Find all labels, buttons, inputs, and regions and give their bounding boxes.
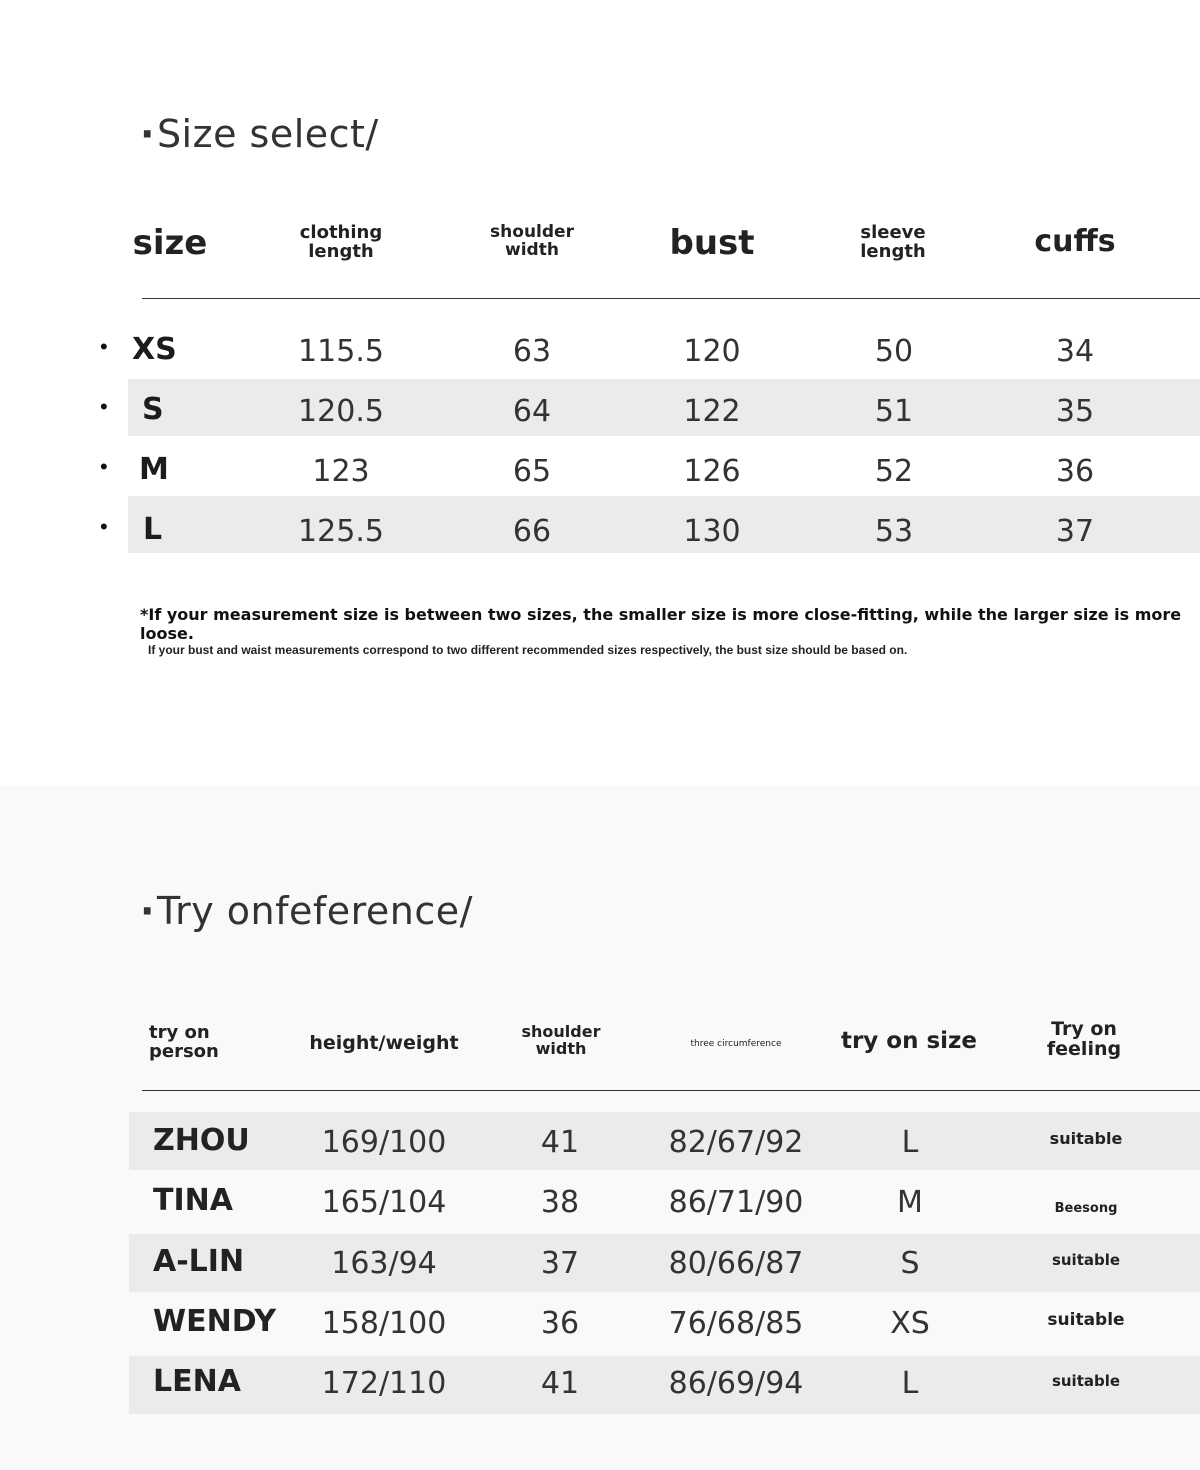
tryon-row-tina [0, 1171, 1200, 1231]
tryon-row-a-lin [0, 1232, 1200, 1292]
header-shoulder-line1: shoulder [521, 1022, 601, 1041]
title-text: Try onfeference/ [156, 889, 473, 933]
tryon-row-lena [0, 1352, 1200, 1412]
size-label: XS [132, 332, 177, 367]
shoulder-width-value: 65 [512, 454, 552, 489]
try-on-size-value: M [897, 1185, 923, 1220]
feeling-value: suitable [1051, 1372, 1121, 1390]
feeling-value: Beesong [1054, 1201, 1118, 1216]
height-weight-value: 169/100 [321, 1125, 447, 1160]
header-clothing-line2: length [308, 240, 374, 262]
size-label: L [143, 512, 163, 547]
clothing-length-value: 120.5 [298, 394, 384, 429]
shoulder-width-value: 66 [512, 514, 552, 549]
bullet: • [100, 514, 108, 539]
header-shoulder-width [490, 224, 574, 260]
bust-value: 120 [683, 334, 741, 369]
size-row-m [0, 440, 1200, 500]
feeling-value: suitable [1049, 1129, 1123, 1148]
person-name: ZHOU [153, 1123, 250, 1158]
size-row-s [0, 380, 1200, 440]
shoulder-value: 38 [540, 1185, 580, 1220]
cuffs-value: 37 [1055, 514, 1095, 549]
person-name: A-LIN [153, 1244, 245, 1279]
try-on-size-value: S [900, 1246, 920, 1281]
three-circumference-value: 82/67/92 [668, 1125, 804, 1160]
cuffs-value: 34 [1055, 334, 1095, 369]
three-circumference-value: 80/66/87 [668, 1246, 804, 1281]
cuffs-value: 35 [1055, 394, 1095, 429]
three-circumference-value: 86/69/94 [668, 1366, 804, 1401]
person-name: WENDY [153, 1304, 277, 1339]
shoulder-value: 36 [540, 1306, 580, 1341]
bust-value: 122 [683, 394, 741, 429]
height-weight-value: 165/104 [321, 1185, 447, 1220]
title-dot: · [140, 889, 155, 933]
try-on-size-value: XS [890, 1306, 930, 1341]
header-shoulder-line1: shoulder [490, 222, 574, 242]
bust-value: 126 [683, 454, 741, 489]
size-section-title [140, 112, 379, 156]
height-weight-value: 158/100 [321, 1306, 447, 1341]
try-on-size-value: L [901, 1125, 919, 1160]
header-cuffs: cuffs [1034, 224, 1116, 259]
bullet: • [100, 454, 108, 479]
try-on-size-value: L [901, 1366, 919, 1401]
person-name: LENA [153, 1364, 241, 1399]
header-try-on-person [149, 1024, 219, 1062]
bust-value: 130 [683, 514, 741, 549]
sleeve-length-value: 53 [874, 514, 914, 549]
header-feeling-line2: feeling [1046, 1037, 1122, 1060]
sleeve-length-value: 50 [874, 334, 914, 369]
clothing-length-value: 115.5 [298, 334, 384, 369]
tryon-row-wendy [0, 1292, 1200, 1352]
shoulder-value: 41 [540, 1366, 580, 1401]
clothing-length-value: 125.5 [298, 514, 384, 549]
header-shoulder-line2: width [505, 239, 559, 260]
tryon-section-title [140, 889, 473, 933]
person-name: TINA [153, 1183, 233, 1218]
bullet: • [100, 334, 108, 359]
tryon-row-zhou [0, 1111, 1200, 1171]
header-shoulder-width [522, 1024, 601, 1058]
sleeve-length-value: 51 [874, 394, 914, 429]
three-circumference-value: 76/68/85 [668, 1306, 804, 1341]
clothing-length-value: 123 [312, 454, 370, 489]
cuffs-value: 36 [1055, 454, 1095, 489]
header-sleeve-line2: length [860, 240, 926, 262]
shoulder-width-value: 64 [512, 394, 552, 429]
feeling-value: suitable [1047, 1310, 1125, 1330]
size-label: S [142, 392, 164, 427]
sleeve-length-value: 52 [874, 454, 914, 489]
header-bust: bust [669, 223, 755, 263]
shoulder-width-value: 63 [512, 334, 552, 369]
shoulder-value: 41 [540, 1125, 580, 1160]
title-dot: · [140, 112, 155, 156]
header-clothing-line1: clothing [299, 222, 383, 243]
tryon-header-divider [142, 1090, 1200, 1091]
three-circumference-value: 86/71/90 [668, 1185, 804, 1220]
header-sleeve-length [860, 224, 926, 262]
bust-note: If your bust and waist measurements correspond to two different recommended sizes respectively, the bust size should be based on. [148, 643, 908, 657]
header-person-line2: person [149, 1040, 219, 1062]
shoulder-value: 37 [540, 1246, 580, 1281]
feeling-value: suitable [1051, 1251, 1121, 1269]
title-text: Size select/ [156, 112, 379, 156]
bullet: • [100, 394, 108, 419]
size-label: M [139, 452, 169, 487]
size-row-l [0, 500, 1200, 560]
header-try-on-feeling [1047, 1020, 1121, 1060]
header-sleeve-line1: sleeve [860, 222, 926, 243]
header-shoulder-line2: width [535, 1038, 587, 1058]
header-size: size [132, 223, 208, 263]
header-divider [142, 298, 1200, 299]
header-feeling-line1: Try on [1051, 1018, 1117, 1040]
size-row-xs [0, 320, 1200, 380]
header-clothing-length [300, 224, 383, 262]
height-weight-value: 172/110 [321, 1366, 447, 1401]
header-height-weight: height/weight [309, 1032, 459, 1054]
header-person-line1: try on [149, 1022, 210, 1043]
header-try-on-size: try on size [840, 1028, 978, 1054]
fit-note: *If your measurement size is between two sizes, the smaller size is more close-fitting, while the larger size is more loose. [140, 605, 1182, 643]
header-three-circumference: three circumference [690, 1039, 782, 1049]
height-weight-value: 163/94 [331, 1246, 437, 1281]
